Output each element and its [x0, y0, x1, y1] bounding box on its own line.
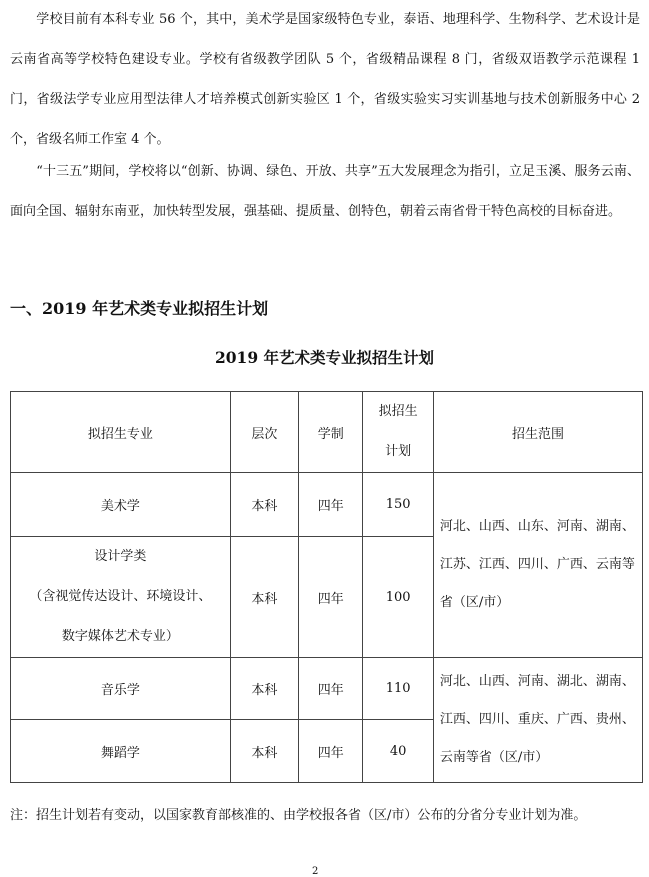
row-major: 音乐学: [11, 658, 231, 720]
row-level: 本科: [230, 473, 298, 537]
row-duration: 四年: [299, 658, 363, 720]
header-plan: [363, 392, 433, 473]
row-plan: 110: [363, 658, 433, 720]
row-level: 本科: [230, 658, 298, 720]
page-number: 2: [312, 866, 319, 877]
design-line2: （含视觉传达设计、环境设计、: [29, 589, 212, 604]
table-title: 2019 年艺术类专业拟招生计划: [214, 348, 435, 367]
plan-paragraph: “十三五”期间，学校将以“创新、协调、绿色、开放、共享”五大发展理念为指引，立足玉溪、服务云南、面向全国、辐射东南亚，加快转型发展，强基础、提质量、创特色，朝着云南省骨干特色高校的目标奋进。: [10, 164, 640, 219]
header-major: 拟招生专业: [11, 392, 231, 473]
design-line3: 数字媒体艺术专业）: [61, 629, 179, 644]
section-heading: 一、2019 年艺术类专业拟招生计划: [10, 299, 269, 318]
enrollment-plan-table: [10, 391, 643, 783]
row-duration: 四年: [299, 537, 363, 658]
table-row: [11, 473, 643, 537]
header-plan-line1: 拟招生: [378, 404, 418, 419]
header-level: 层次: [230, 392, 298, 473]
header-range: 招生范围: [433, 392, 642, 473]
intro-paragraph: 学校目前有本科专业 56 个，其中，美术学是国家级特色专业，泰语、地理科学、生物科学、艺术设计是云南省高等学校特色建设专业。学校有省级教学团队 5 个，省级精品课程 8 门，省级双语教学示范课程 1 门，省级法学专业应用型法律人才培养模式创新实验区 1 个，省级实验实习实训基地与技术创新服务中心 2 个，省级名师工作室 4 个。: [10, 12, 640, 147]
row-plan: 40: [363, 720, 433, 783]
row-plan: 150: [363, 473, 433, 537]
header-plan-line2: 计划: [385, 444, 412, 459]
note-text: 注：招生计划若有变动，以国家教育部核准的、由学校报各省（区/市）公布的分省分专业计划为准。: [10, 808, 587, 823]
row-major: 舞蹈学: [11, 720, 231, 783]
row-plan: 100: [363, 537, 433, 658]
design-line1: 设计学类: [94, 549, 147, 564]
row-level: 本科: [230, 537, 298, 658]
range-group-1: 河北、山西、山东、河南、湖南、江苏、江西、四川、广西、云南等省（区/市）: [433, 473, 642, 658]
range-group-2: 河北、山西、河南、湖北、湖南、江西、四川、重庆、广西、贵州、云南等省（区/市）: [433, 658, 642, 783]
row-major-design: [11, 537, 231, 658]
row-level: 本科: [230, 720, 298, 783]
row-duration: 四年: [299, 720, 363, 783]
table-header-row: [11, 392, 643, 473]
row-major: 美术学: [11, 473, 231, 537]
row-duration: 四年: [299, 473, 363, 537]
header-duration: 学制: [299, 392, 363, 473]
table-row: [11, 658, 643, 720]
